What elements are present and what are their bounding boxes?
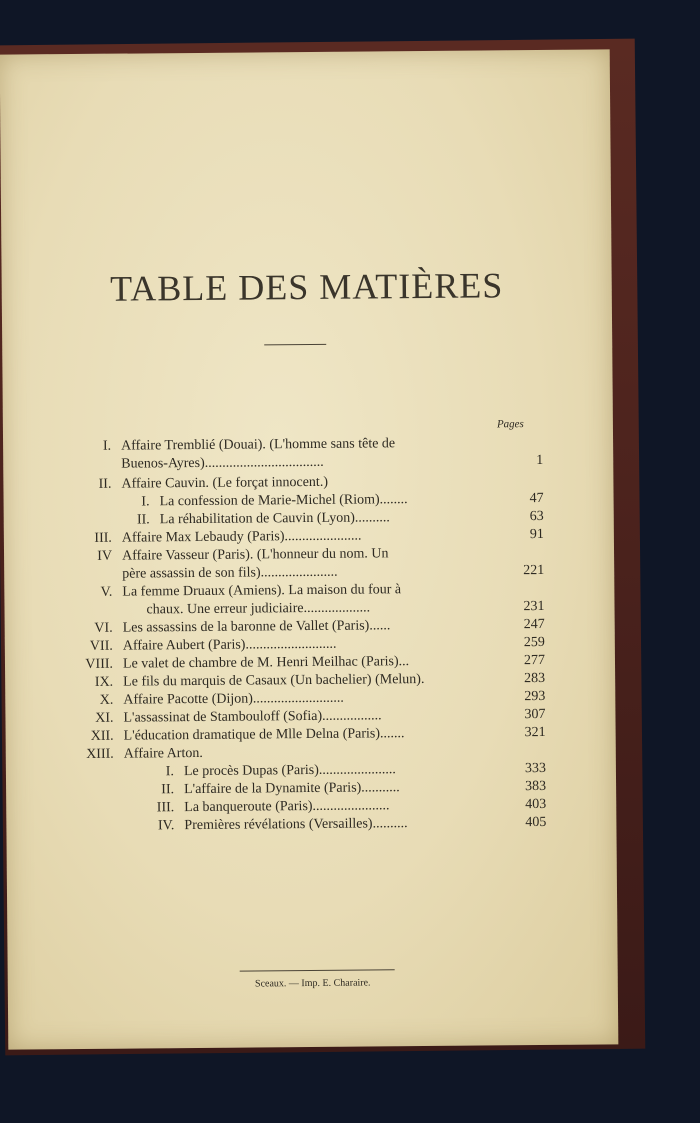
- entry-text: Le fils du marquis de Casaux (Un bachelier) (Melun).: [123, 671, 425, 690]
- entry-text: Buenos-Ayres)..................................: [121, 454, 324, 472]
- entry-number: III.: [156, 800, 175, 816]
- entry-text: L'affaire de la Dynamite (Paris)...........: [184, 780, 400, 798]
- entry-page: 321: [524, 724, 546, 741]
- entry-text: père assassin de son fils)......................: [122, 564, 338, 582]
- entry-number: V.: [100, 584, 113, 600]
- entry-text: Affaire Aubert (Paris)..........................: [122, 636, 337, 654]
- entry-text: La réhabilitation de Cauvin (Lyon)..........: [159, 510, 390, 528]
- entry-text: chaux. Une erreur judiciaire...................: [146, 600, 371, 618]
- printer-imprint: Sceaux. — Imp. E. Charaire.: [254, 977, 371, 990]
- entry-page: 47: [529, 490, 544, 507]
- title-rule: [264, 344, 326, 346]
- table-of-contents: [3, 433, 613, 834]
- entry-page: 91: [529, 526, 544, 543]
- entry-number: XII.: [90, 728, 114, 744]
- entry-number: I.: [165, 764, 174, 780]
- entry-page: 247: [523, 616, 545, 633]
- entry-number: XI.: [95, 710, 114, 726]
- page-title: TABLE DES MATIÈRES: [109, 265, 504, 309]
- entry-page: 293: [524, 688, 546, 705]
- entry-number: I.: [102, 438, 112, 454]
- entry-text: Affaire Pacotte (Dijon)..........................: [123, 690, 344, 708]
- footer-rule: [240, 969, 395, 971]
- entry-page: 1: [536, 452, 544, 469]
- entry-text: La femme Druaux (Amiens). La maison du four à: [122, 582, 402, 600]
- entry-text: Affaire Max Lebaudy (Paris)......................: [121, 528, 362, 546]
- entry-text: Premières révélations (Versailles)..........: [184, 816, 408, 834]
- entry-number: II.: [136, 512, 150, 528]
- entry-number: VII.: [89, 638, 113, 654]
- book-page: [0, 49, 618, 1049]
- entry-text: Le procès Dupas (Paris)......................: [183, 762, 396, 780]
- entry-text: L'assassinat de Stambouloff (Sofia).................: [123, 708, 382, 726]
- entry-number: IV: [97, 548, 113, 564]
- entry-text: Les assassins de la baronne de Vallet (Paris)......: [122, 618, 391, 636]
- entry-number: XIII.: [86, 746, 114, 762]
- entry-number: X.: [99, 692, 114, 708]
- entry-page: 231: [523, 598, 545, 615]
- entry-number: VI.: [94, 620, 113, 636]
- entry-page: 403: [525, 796, 547, 813]
- pages-column-header: Pages: [496, 418, 524, 431]
- entry-page: 283: [524, 670, 546, 687]
- entry-number: VIII.: [85, 656, 114, 672]
- entry-number: IX.: [94, 674, 114, 690]
- entry-text: Affaire Arton.: [123, 745, 203, 762]
- entry-text: L'éducation dramatique de Mlle Delna (Paris).......: [123, 726, 405, 744]
- entry-page: 333: [524, 760, 546, 777]
- entry-number: I.: [141, 494, 150, 510]
- entry-page: 259: [523, 634, 545, 651]
- entry-text: Le valet de chambre de M. Henri Meilhac (Paris)...: [122, 654, 410, 672]
- entry-page: 307: [524, 706, 546, 723]
- entry-text: La banqueroute (Paris)......................: [184, 798, 390, 816]
- entry-page: 405: [525, 814, 547, 831]
- entry-page: 221: [523, 562, 545, 579]
- entry-page: 63: [529, 508, 544, 525]
- entry-number: II.: [161, 782, 175, 798]
- entry-text: Affaire Cauvin. (Le forçat innocent.): [121, 474, 329, 492]
- entry-number: IV.: [157, 818, 175, 834]
- entry-text: Affaire Vasseur (Paris). (L'honneur du nom. Un: [121, 546, 389, 564]
- entry-text: La confession de Marie-Michel (Riom)........: [159, 492, 408, 510]
- entry-text: Affaire Tremblié (Douai). (L'homme sans tête de: [121, 436, 396, 454]
- entry-number: II.: [98, 476, 112, 492]
- entry-page: 383: [525, 778, 547, 795]
- entry-page: 277: [523, 652, 546, 669]
- entry-number: III.: [94, 530, 112, 546]
